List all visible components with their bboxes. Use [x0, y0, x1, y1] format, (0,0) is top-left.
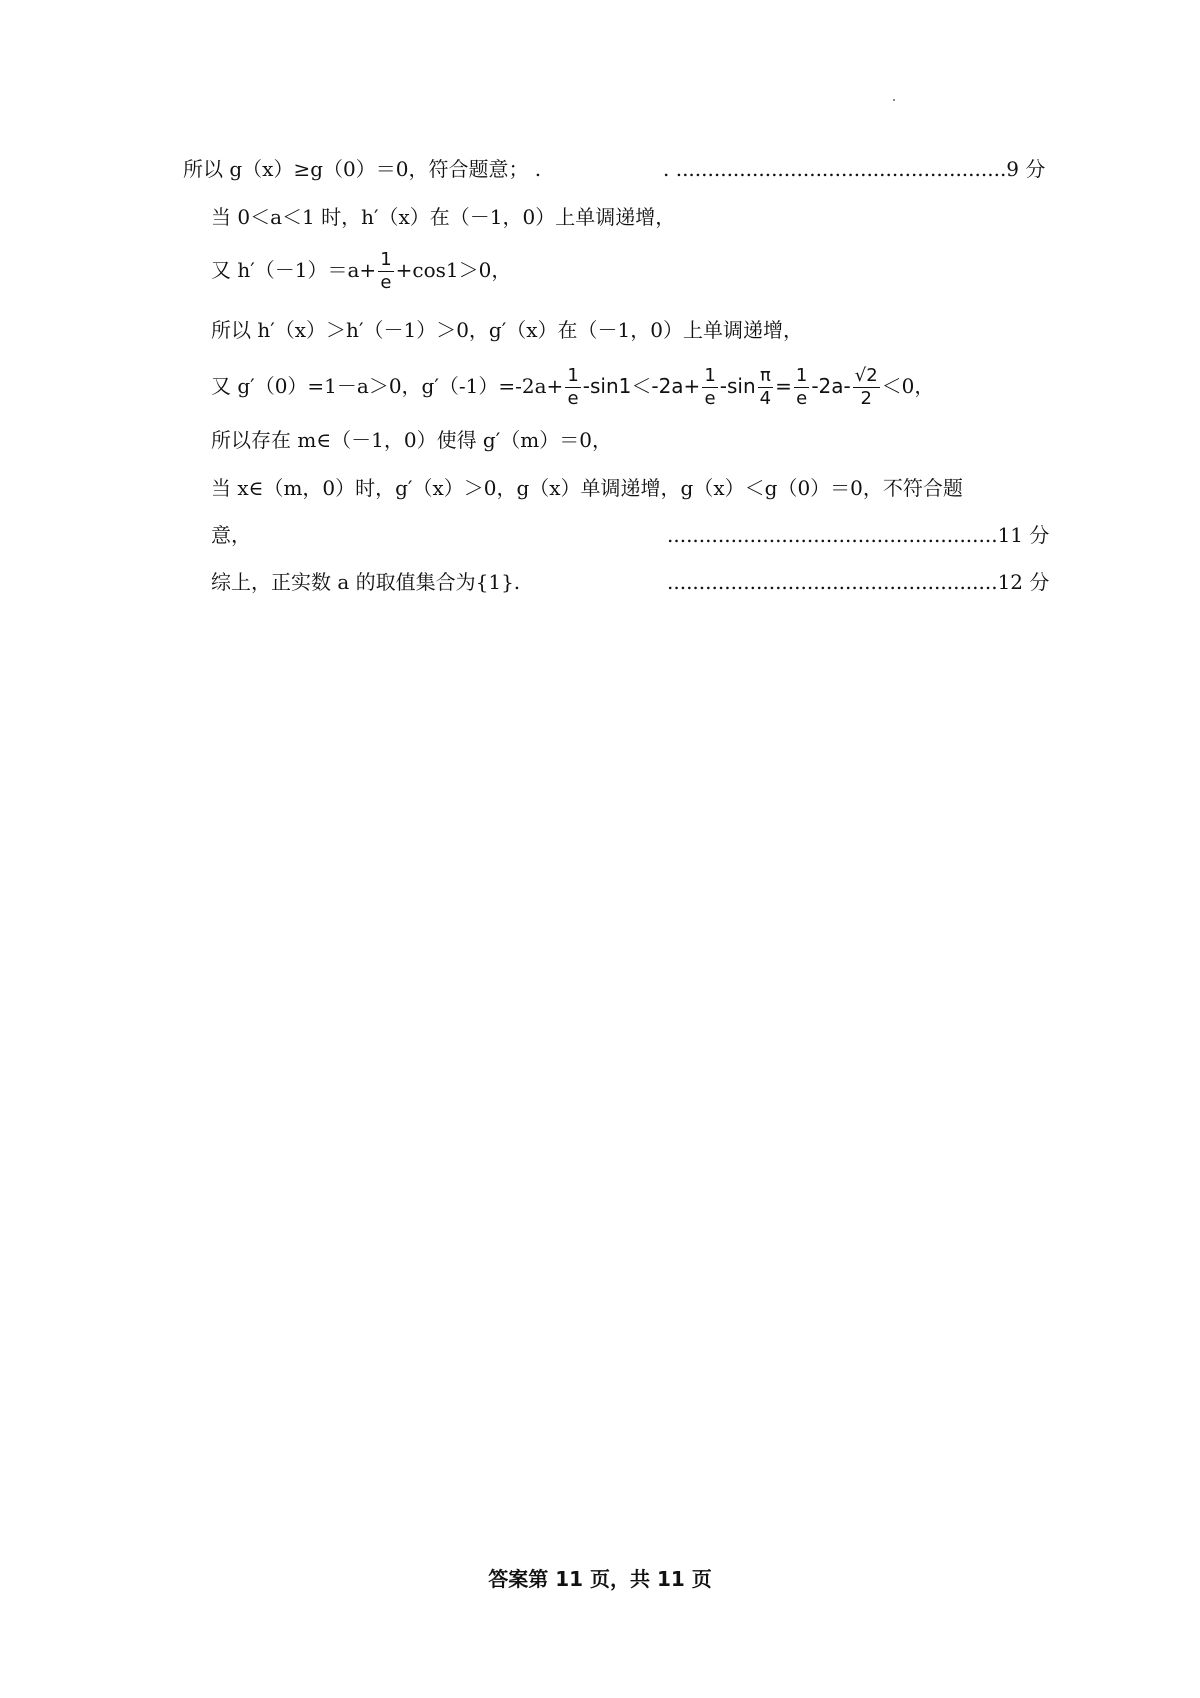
fraction-denominator: e: [796, 388, 808, 409]
fraction-1-over-e: [378, 249, 393, 294]
fraction-numerator: 1: [795, 365, 808, 386]
solution-line-3: [211, 249, 512, 293]
line5-text-c: -sin: [719, 374, 756, 398]
solution-line-1: 所以 g（x）≥g（0）＝0，符合题意； .: [183, 157, 542, 181]
fraction-numerator: 1: [380, 249, 392, 270]
fraction-1-over-e: [794, 365, 809, 410]
line5-text-b: -sin1＜-2a+: [582, 374, 701, 398]
line5-text-e: -2a-: [811, 374, 851, 398]
fraction-numerator: 1: [704, 365, 716, 386]
page-footer: 答案第 11 页，共 11 页: [488, 1567, 712, 1591]
fraction-pi-over-4: [758, 365, 773, 410]
fraction-1-over-e: [565, 365, 580, 410]
solution-line-7: 当 x∈（m，0）时，g′（x）＞0，g（x）单调递增，g（x）＜g（0）＝0，不符合题: [211, 476, 963, 500]
solution-line-4: 所以 h′（x）＞h′（－1）＞0，g′（x）在（－1，0）上单调递增，: [211, 318, 804, 342]
fraction-denominator: 4: [759, 388, 772, 409]
solution-line-9: 综上，正实数 a 的取值集合为{1}.: [211, 570, 521, 594]
fraction-sqrt2-over-2: [853, 365, 880, 410]
fraction-numerator: 1: [567, 365, 579, 386]
scan-speck: [893, 99, 895, 101]
solution-line-5: [211, 365, 935, 409]
solution-line-8: 意，: [211, 523, 251, 547]
fraction-1-over-e: [702, 365, 717, 410]
fraction-numerator: √2: [854, 365, 878, 386]
solution-line-2: 当 0＜a＜1 时，h′（x）在（－1，0）上单调递增，: [211, 205, 676, 229]
fraction-denominator: e: [704, 388, 716, 409]
fraction-denominator: e: [567, 388, 579, 409]
score-marker-12: ....................................................12 分: [667, 570, 1050, 594]
line5-text-f: ＜0，: [881, 374, 935, 398]
line3-text-pre: 又 h′（－1）＝a+: [211, 258, 377, 282]
line5-text-d: =: [775, 374, 792, 398]
fraction-denominator: e: [380, 272, 392, 293]
fraction-denominator: 2: [860, 388, 872, 409]
score-marker-9: . ....................................................9 分: [663, 157, 1046, 181]
fraction-numerator: π: [759, 365, 771, 386]
solution-line-6: 所以存在 m∈（－1，0）使得 g′（m）＝0，: [211, 428, 612, 452]
line3-text-post: +cos1＞0，: [395, 258, 512, 282]
line5-text-a: 又 g′（0）=1－a＞0，g′（-1）=-2a+: [211, 374, 564, 398]
score-marker-11: ....................................................11 分: [667, 523, 1050, 547]
